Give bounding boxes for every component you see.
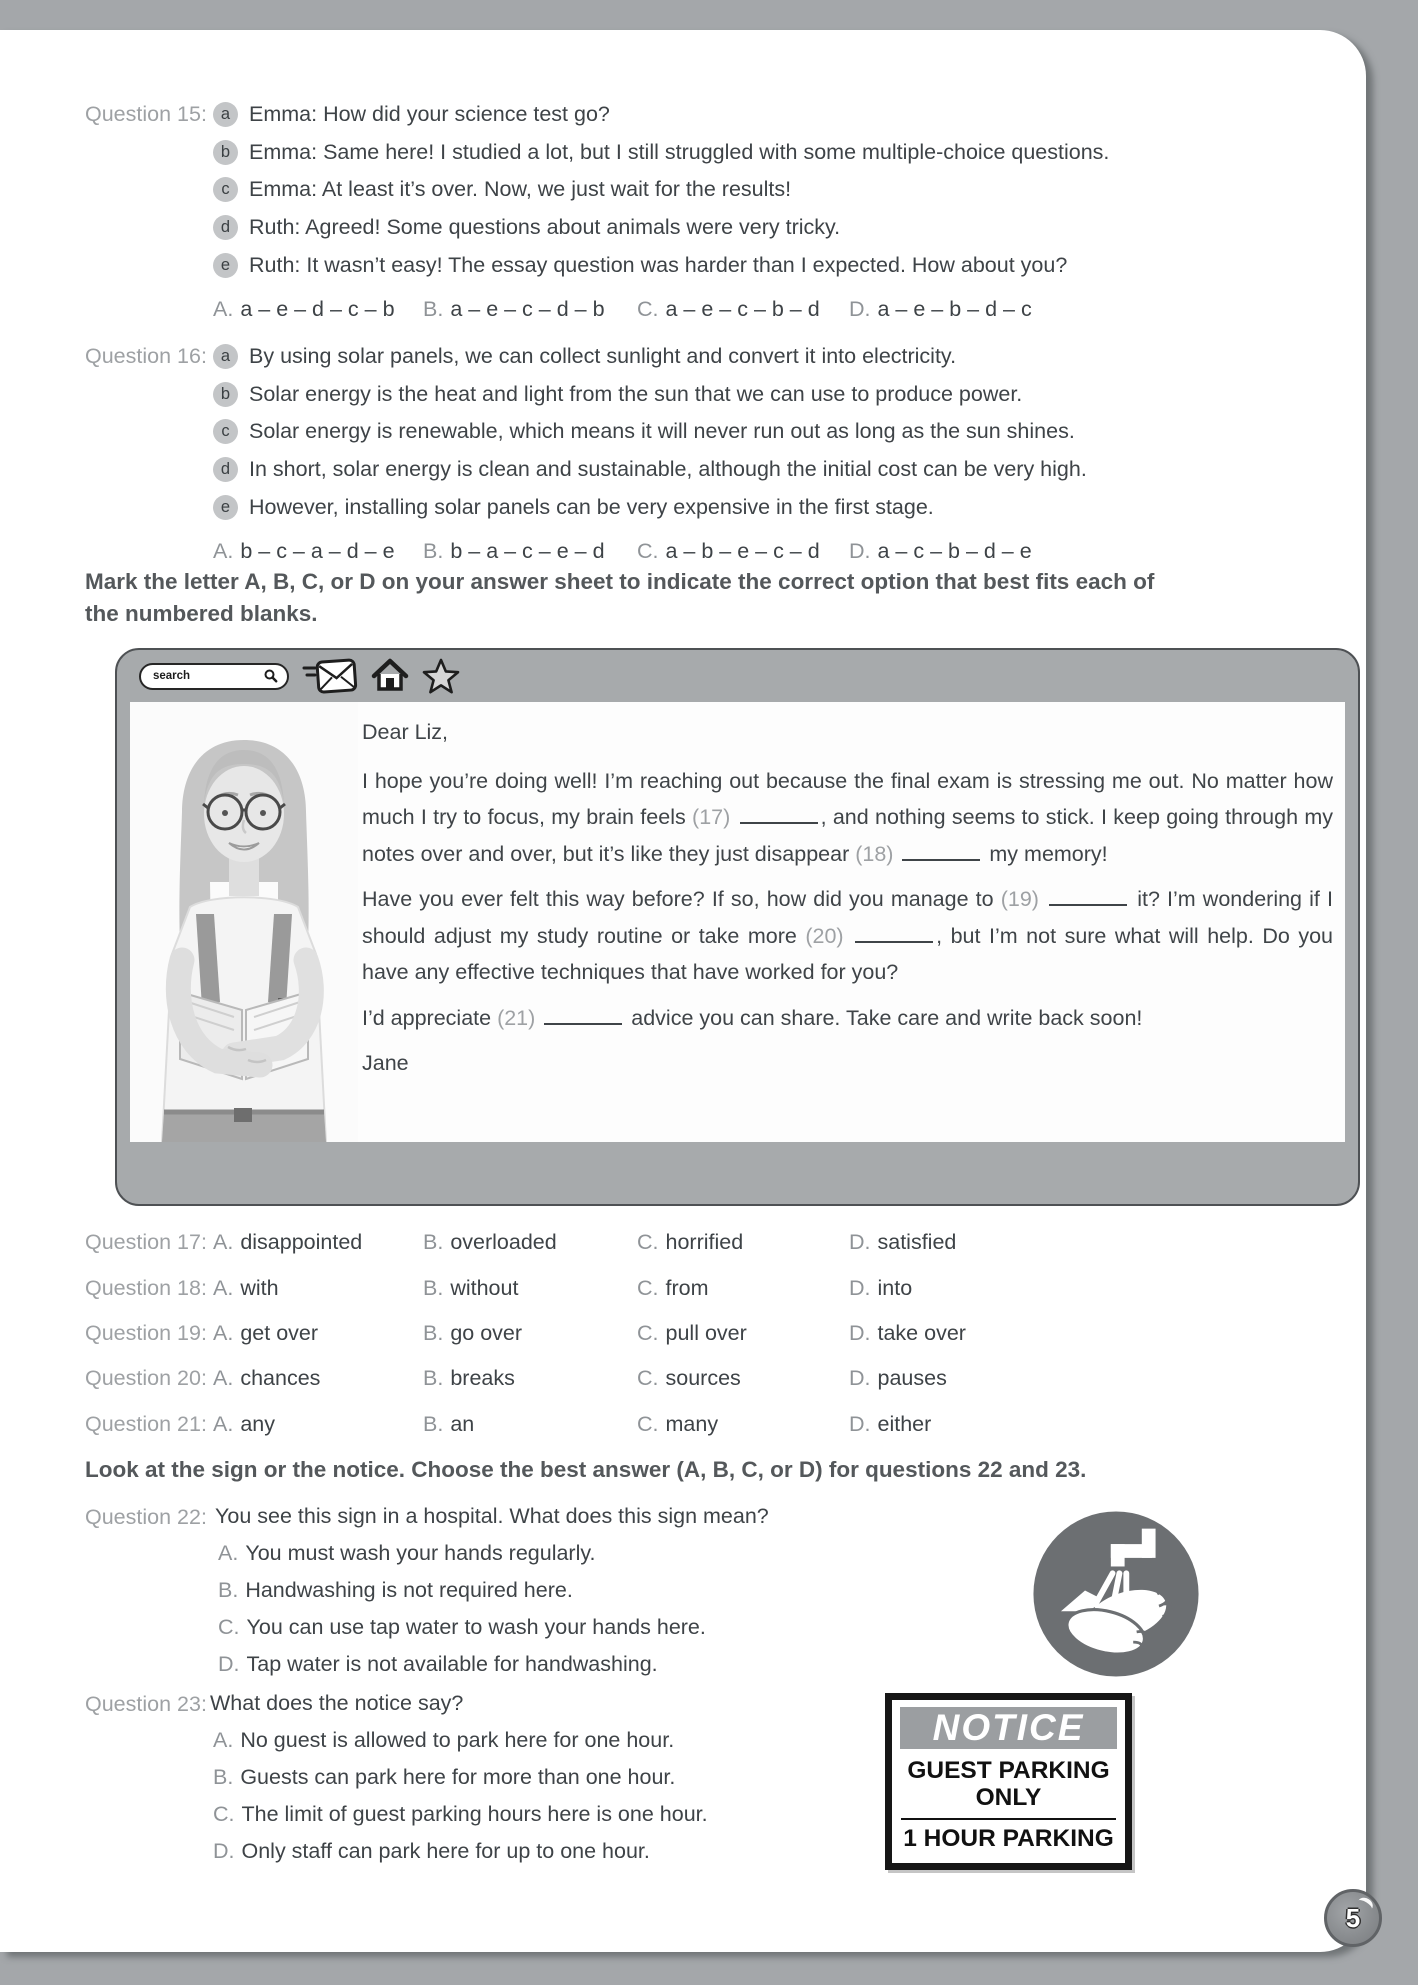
option-value: get over: [240, 1320, 319, 1345]
option-value: a – e – c – d – b: [450, 296, 605, 321]
option-letter: D.: [849, 1411, 871, 1436]
question-label: Question 21:: [85, 1411, 207, 1436]
list-item: [213, 96, 1336, 134]
answer-option: [213, 539, 423, 564]
list-item: [213, 413, 1336, 451]
conversation-line: Emma: Same here! I studied a lot, but I still struggled with some multiple-choice questions.: [249, 139, 1110, 164]
home-icon: [371, 658, 409, 694]
option-value: from: [665, 1275, 709, 1300]
option-value: pull over: [665, 1320, 747, 1345]
instruction-blanks: Mark the letter A, B, C, or D on your answer sheet to indicate the correct option that best fits each of the numbered blanks.: [85, 569, 1155, 626]
list-item: [213, 338, 1336, 376]
answer-option: [213, 1722, 1336, 1759]
notice-sign: [885, 1693, 1132, 1870]
notice-line: ONLY: [975, 1784, 1042, 1811]
answer-option: [637, 1230, 849, 1255]
letter-signoff: Jane: [362, 1051, 409, 1075]
answer-option: [213, 1230, 423, 1255]
letter-text: my memory!: [983, 841, 1108, 866]
option-value: disappointed: [240, 1230, 363, 1255]
option-value: with: [240, 1275, 279, 1300]
list-item: [213, 209, 1336, 247]
notice-line: 1 HOUR PARKING: [903, 1825, 1114, 1852]
notice-line: GUEST PARKING: [907, 1757, 1110, 1784]
option-letter: C.: [637, 296, 659, 321]
star-icon: [422, 658, 460, 694]
student-photo: [130, 702, 358, 1142]
letter-paragraph: [362, 763, 1333, 873]
question-16-section: [85, 338, 1336, 564]
answer-option: [423, 1230, 637, 1255]
letter-text: I’d appreciate: [362, 1005, 498, 1030]
option-letter: B.: [213, 1765, 234, 1789]
option-letter: A.: [213, 538, 234, 563]
answer-option: [849, 1412, 931, 1437]
option-value: a – b – e – c – d: [665, 538, 820, 563]
option-letter: C.: [637, 1230, 659, 1255]
gap-row-18: [85, 1265, 966, 1310]
blank-18: [902, 855, 980, 861]
option-value: many: [665, 1411, 719, 1436]
answer-option: [637, 1412, 849, 1437]
list-item: [213, 488, 1336, 526]
option-letter: A.: [218, 1541, 239, 1565]
answers-row: [213, 539, 1336, 564]
answer-option: [637, 1366, 849, 1391]
answer-option: [213, 297, 423, 322]
answer-option: [423, 539, 637, 564]
conversation-line: Ruth: Agreed! Some questions about animals were very tricky.: [249, 215, 841, 240]
blank-20: [855, 937, 933, 943]
answer-option: [213, 1796, 1336, 1833]
option-letter: D.: [213, 1839, 235, 1863]
mail-icon: [302, 657, 358, 695]
question-15-section: [85, 96, 1336, 322]
letter-text: it? I’m wondering if I should adjust my study routine or take more: [362, 887, 1333, 948]
choice-badge: d: [213, 457, 238, 482]
answer-option: [423, 297, 637, 322]
question-label: Question 19:: [85, 1320, 207, 1345]
blank-number-20: (20): [805, 923, 844, 948]
answer-option: [637, 297, 849, 322]
option-value: either: [877, 1411, 932, 1436]
answer-option: [213, 1833, 1336, 1870]
option-value: Tap water is not available for handwashing.: [246, 1652, 658, 1676]
answer-option: [423, 1366, 637, 1391]
option-value: You must wash your hands regularly.: [245, 1541, 596, 1565]
option-letter: B.: [423, 1275, 444, 1300]
blank-number-17: (17): [692, 805, 731, 829]
conversation-line: Emma: At least it’s over. Now, we just wait for the results!: [249, 177, 792, 202]
answer-option: [423, 1276, 637, 1301]
question-label: Question 22:: [85, 1505, 207, 1529]
letter-paragraph: [362, 881, 1333, 991]
option-letter: B.: [423, 1411, 444, 1436]
answer-option: [213, 1321, 423, 1346]
question-label: Question 17:: [85, 1230, 207, 1255]
option-value: pauses: [877, 1366, 947, 1391]
answer-option: [213, 1759, 1336, 1796]
sentence-line: Solar energy is renewable, which means it will never run out as long as the sun shines.: [249, 419, 1075, 444]
search-placeholder: search: [153, 670, 191, 682]
sentence-line: By using solar panels, we can collect sunlight and convert it into electricity.: [249, 344, 957, 369]
sentence-line: In short, solar energy is clean and sustainable, although the initial cost can be very high.: [249, 457, 1087, 482]
search-icon: [264, 669, 278, 683]
browser-toolbar: [117, 650, 1358, 702]
option-letter: A.: [213, 1366, 234, 1391]
letter-text: I hope you’re doing well! I’m reaching out because the final exam is stressing me out. No matter how much I try to focus, my brain feels: [362, 768, 1333, 829]
option-value: Handwashing is not required here.: [245, 1578, 573, 1602]
conversation-line: Ruth: It wasn’t easy! The essay question was harder than I expected. How about you?: [249, 252, 1068, 277]
option-letter: D.: [849, 1275, 871, 1300]
option-value: horrified: [665, 1230, 744, 1255]
option-value: satisfied: [877, 1230, 957, 1255]
option-letter: B.: [423, 296, 444, 321]
question-label: Question 18:: [85, 1275, 207, 1300]
question-label: Question 20:: [85, 1366, 207, 1391]
gap-row-19: [85, 1311, 966, 1356]
sentence-line: However, installing solar panels can be very expensive in the first stage.: [249, 494, 934, 519]
question-15-body: [213, 96, 1336, 322]
option-value: b – a – c – e – d: [450, 538, 605, 563]
gap-fill-grid: [85, 1220, 966, 1447]
option-letter: C.: [637, 1320, 659, 1345]
option-letter: A.: [213, 1728, 234, 1752]
option-letter: D.: [849, 1320, 871, 1345]
instruction-signs: Look at the sign or the notice. Choose the best answer (A, B, C, or D) for questions 22 and 23.: [85, 1457, 1087, 1482]
answers-row: [213, 297, 1336, 322]
option-value: The limit of guest parking hours here is one hour.: [241, 1802, 708, 1826]
browser-content: [130, 702, 1345, 1142]
choice-badge: a: [213, 344, 238, 369]
option-letter: D.: [849, 1230, 871, 1255]
letter: [362, 702, 1341, 1142]
option-value: chances: [240, 1366, 321, 1391]
letter-text: , and nothing seems to stick. I keep going through my notes over and over, but it’s like they just disappear: [362, 805, 1333, 866]
letter-text: , but I’m not sure what will help. Do you have any effective techniques that have worked for you?: [362, 923, 1333, 984]
option-value: a – e – d – c – b: [240, 296, 395, 321]
choice-badge: b: [213, 382, 238, 407]
option-value: No guest is allowed to park here for one hour.: [240, 1728, 675, 1752]
list-item: [213, 171, 1336, 209]
option-letter: A.: [213, 1275, 234, 1300]
notice-divider: [901, 1818, 1116, 1820]
blank-number-18: (18): [855, 841, 894, 866]
page-number-badge: 5: [1324, 1889, 1382, 1947]
choice-badge: e: [213, 253, 238, 278]
blank-number-21: (21): [497, 1005, 536, 1030]
answer-option: [849, 1366, 947, 1391]
choice-badge: e: [213, 495, 238, 520]
option-value: a – e – b – d – c: [877, 296, 1032, 321]
option-value: You can use tap water to wash your hands here.: [246, 1615, 706, 1639]
choice-badge: a: [213, 102, 238, 127]
option-letter: C.: [213, 1802, 235, 1826]
question-16-body: [213, 338, 1336, 564]
answer-option: [213, 1366, 423, 1391]
gap-row-21: [85, 1402, 966, 1447]
option-letter: B.: [423, 1366, 444, 1391]
option-value: Only staff can park here for up to one hour.: [241, 1839, 650, 1863]
search-input: [139, 663, 289, 690]
worksheet-page: [0, 30, 1366, 1952]
choice-badge: d: [213, 215, 238, 240]
answer-option: [637, 1276, 849, 1301]
handwash-sign: [1030, 1508, 1202, 1680]
option-letter: B.: [423, 1320, 444, 1345]
gap-row-17: [85, 1220, 966, 1265]
option-value: go over: [450, 1320, 523, 1345]
option-letter: D.: [218, 1652, 240, 1676]
option-value: any: [240, 1411, 275, 1436]
option-value: into: [877, 1275, 913, 1300]
answer-option: [213, 1412, 423, 1437]
letter-text: advice you can share. Take care and write back soon!: [625, 1005, 1143, 1030]
question-23-section: [85, 1685, 1336, 1870]
sentence-line: Solar energy is the heat and light from the sun that we can use to produce power.: [249, 381, 1023, 406]
list-item: [213, 451, 1336, 489]
answer-option: [423, 1412, 637, 1437]
answer-option: [849, 539, 1032, 564]
answer-option: [849, 1276, 912, 1301]
option-letter: C.: [637, 1275, 659, 1300]
letter-greeting: Dear Liz,: [362, 720, 449, 744]
conversation-line: Emma: How did your science test go?: [249, 102, 610, 127]
option-letter: D.: [849, 296, 871, 321]
list-item: [213, 134, 1336, 172]
option-letter: C.: [637, 538, 659, 563]
question-label: Question 23:: [85, 1692, 207, 1716]
blank-19: [1049, 900, 1127, 906]
gap-row-20: [85, 1356, 966, 1401]
answer-option: [423, 1321, 637, 1346]
option-value: take over: [877, 1320, 966, 1345]
option-letter: D.: [849, 1366, 871, 1391]
answer-option: [213, 1276, 423, 1301]
blank-21: [544, 1019, 622, 1025]
question-text: What does the notice say?: [210, 1691, 464, 1715]
answer-option: [637, 1321, 849, 1346]
option-value: sources: [665, 1366, 741, 1391]
option-value: breaks: [450, 1366, 515, 1391]
option-letter: B.: [218, 1578, 239, 1602]
question-23-body: [210, 1685, 1336, 1870]
question-label: Question 15:: [85, 102, 207, 126]
question-text: You see this sign in a hospital. What does this sign mean?: [215, 1504, 769, 1528]
option-value: an: [450, 1411, 475, 1436]
choice-badge: c: [213, 177, 238, 202]
option-value: a – c – b – d – e: [877, 538, 1032, 563]
notice-header: NOTICE: [900, 1707, 1117, 1749]
answer-option: [637, 539, 849, 564]
letter-text: Have you ever felt this way before? If so, how did you manage to: [362, 887, 1001, 911]
option-letter: A.: [213, 296, 234, 321]
blank-17: [740, 818, 818, 824]
option-letter: B.: [423, 538, 444, 563]
list-item: [213, 246, 1336, 284]
choice-badge: b: [213, 140, 238, 165]
option-value: a – e – c – b – d: [665, 296, 820, 321]
option-value: without: [450, 1275, 519, 1300]
option-letter: C.: [218, 1615, 240, 1639]
browser-mockup: [115, 648, 1360, 1206]
answer-option: [849, 297, 1032, 322]
option-letter: A.: [213, 1230, 234, 1255]
option-letter: C.: [637, 1366, 659, 1391]
question-label: Question 16:: [85, 344, 207, 368]
list-item: [213, 376, 1336, 414]
option-value: b – c – a – d – e: [240, 538, 395, 563]
option-letter: A.: [213, 1320, 234, 1345]
option-letter: D.: [849, 538, 871, 563]
answer-option: [849, 1230, 956, 1255]
blank-number-19: (19): [1000, 887, 1039, 911]
answer-option: [849, 1321, 966, 1346]
letter-paragraph: [362, 1000, 1333, 1037]
choice-badge: c: [213, 419, 238, 444]
option-letter: B.: [423, 1230, 444, 1255]
option-value: overloaded: [450, 1230, 557, 1255]
option-letter: C.: [637, 1411, 659, 1436]
option-value: Guests can park here for more than one hour.: [240, 1765, 676, 1789]
option-letter: A.: [213, 1411, 234, 1436]
